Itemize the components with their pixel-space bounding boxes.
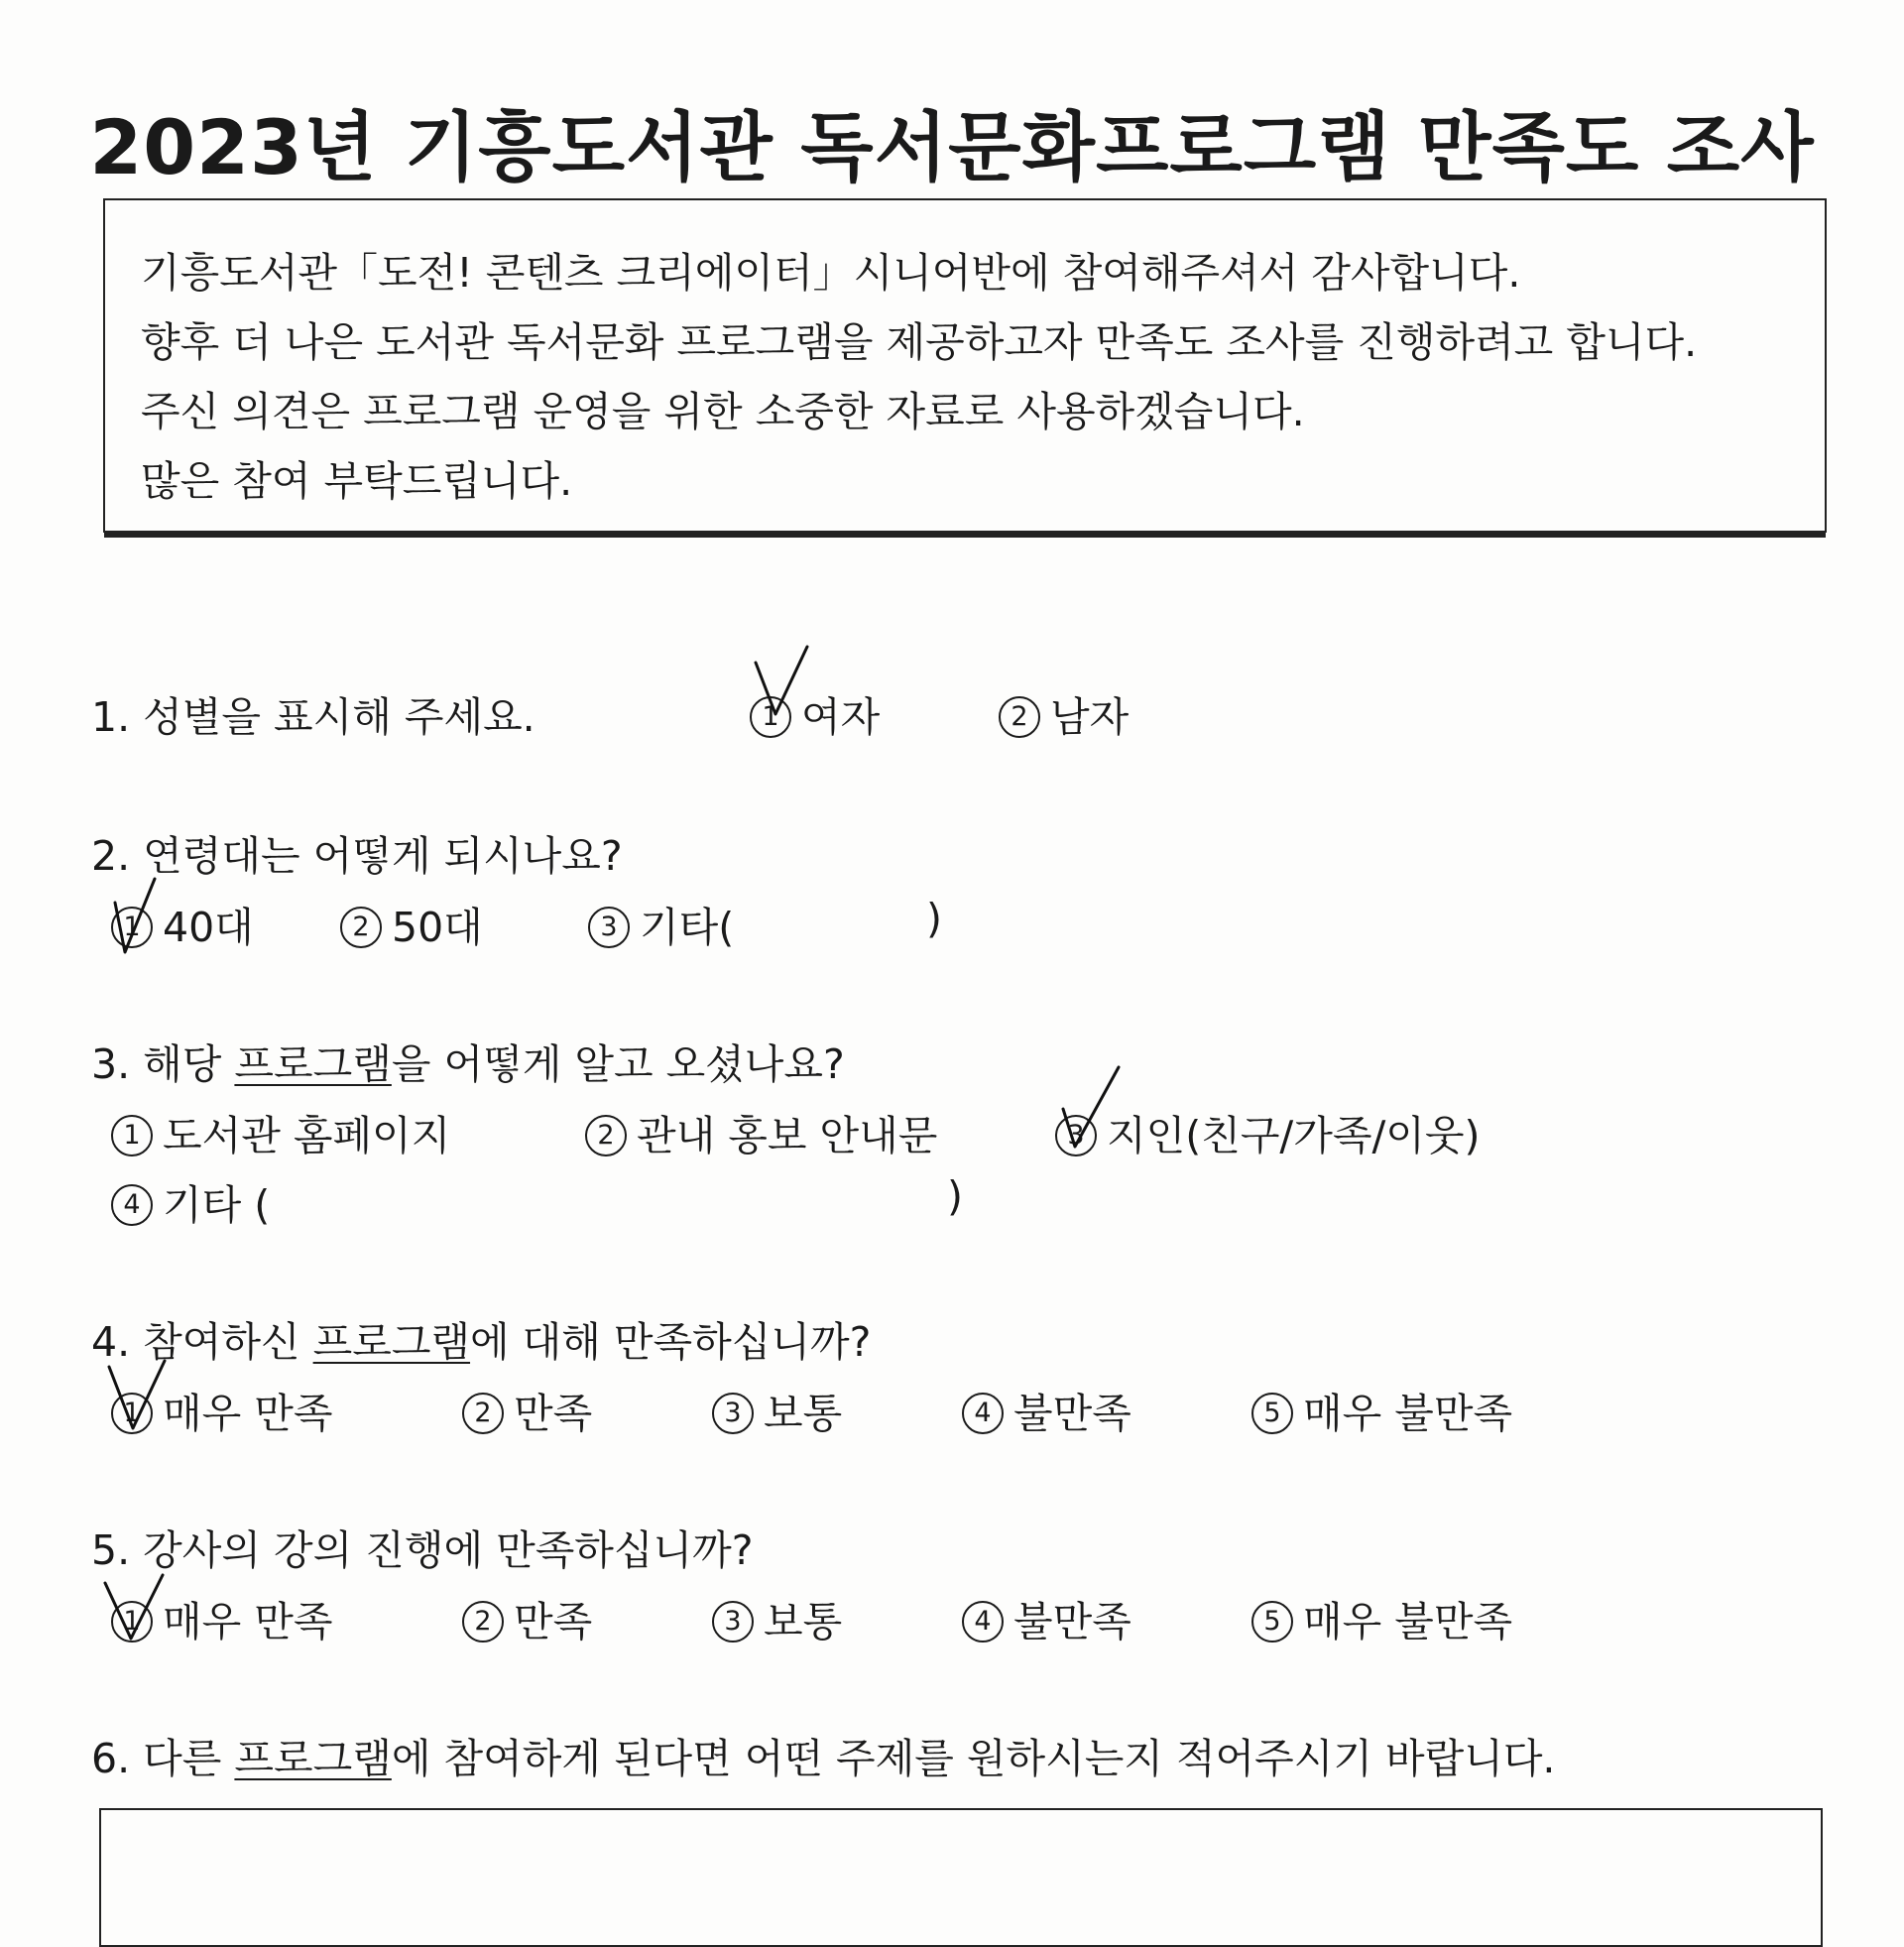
question-text: 에 대해 만족하십니까?	[470, 1318, 872, 1366]
option-label: 여자	[801, 693, 881, 741]
option-number: 3	[1055, 1115, 1097, 1156]
q5-option-4[interactable]	[962, 1589, 1131, 1647]
q4-option-1[interactable]	[111, 1381, 332, 1439]
intro-line: 기흥도서관「도전! 콘텐츠 크리에이터」시니어반에 참여해주셔서 감사합니다.	[141, 249, 1521, 297]
q4-option-4[interactable]	[962, 1381, 1131, 1439]
option-number: 4	[111, 1184, 153, 1226]
question-text: 에 참여하게 된다면 어떤 주제를 원하시는지 적어주시기 바랍니다.	[391, 1735, 1556, 1782]
option-number: 2	[585, 1115, 627, 1156]
option-label: 관내 홍보 안내문	[637, 1112, 938, 1159]
q2-option-3-close: )	[926, 895, 942, 942]
question-6	[91, 1726, 1555, 1784]
q2-option-1[interactable]	[111, 895, 254, 953]
question-1: 1. 성별을 표시해 주세요.	[91, 693, 536, 741]
q5-option-5[interactable]	[1251, 1589, 1512, 1647]
q4-option-5[interactable]	[1251, 1381, 1512, 1439]
q3-option-1[interactable]	[111, 1103, 450, 1161]
option-number: 3	[712, 1601, 754, 1643]
option-number: 1	[750, 696, 791, 738]
question-text-underlined: 프로그램	[234, 1735, 392, 1782]
question-4	[91, 1309, 871, 1368]
option-number: 4	[962, 1393, 1004, 1434]
option-label: 불만족	[1013, 1598, 1131, 1645]
q3-option-2[interactable]	[585, 1103, 937, 1161]
q3-option-4-close: )	[947, 1172, 963, 1220]
question-text: 을 어떻게 알고 오셨나요?	[391, 1040, 845, 1088]
option-label: 남자	[1050, 693, 1130, 741]
option-number: 1	[111, 1601, 153, 1643]
option-number: 2	[462, 1601, 504, 1643]
q1-option-2[interactable]	[999, 684, 1129, 743]
question-text: 3. 해당	[91, 1040, 235, 1088]
option-label: 40대	[163, 904, 254, 951]
option-number: 2	[462, 1393, 504, 1434]
option-label: 만족	[514, 1598, 593, 1645]
question-2: 2. 연령대는 어떻게 되시나요?	[91, 832, 623, 880]
q3-option-4[interactable]	[111, 1172, 270, 1231]
q6-answer-box[interactable]	[99, 1808, 1823, 1947]
question-text-underlined: 프로그램	[312, 1318, 471, 1366]
question-text: 6. 다른	[91, 1735, 235, 1782]
option-number: 5	[1251, 1393, 1293, 1434]
option-number: 4	[962, 1601, 1004, 1643]
question-text-underlined: 프로그램	[234, 1040, 392, 1088]
option-label: 기타(	[640, 904, 735, 951]
option-number: 1	[111, 907, 153, 948]
option-number: 3	[588, 907, 630, 948]
page-title: 2023년 기흥도서관 독서문화프로그램 만족도 조사	[89, 103, 1815, 191]
option-label: 기타 (	[163, 1181, 271, 1229]
option-label: 50대	[392, 904, 483, 951]
question-3	[91, 1032, 845, 1090]
intro-box	[103, 198, 1827, 533]
intro-line: 주신 의견은 프로그램 운영을 위한 소중한 자료로 사용하겠습니다.	[141, 388, 1305, 435]
option-label: 불만족	[1013, 1390, 1131, 1437]
option-number: 3	[712, 1393, 754, 1434]
q1-option-1[interactable]	[750, 684, 880, 743]
option-label: 지인(친구/가족/이웃)	[1107, 1112, 1481, 1159]
option-number: 1	[111, 1393, 153, 1434]
option-label: 매우 불만족	[1303, 1598, 1513, 1645]
option-label: 만족	[514, 1390, 593, 1437]
question-text: 4. 참여하신	[91, 1318, 313, 1366]
option-label: 도서관 홈페이지	[163, 1112, 451, 1159]
q4-option-2[interactable]	[462, 1381, 592, 1439]
intro-line: 향후 더 나은 도서관 독서문화 프로그램을 제공하고자 만족도 조사를 진행하려고 합니다.	[141, 318, 1698, 366]
q2-option-2[interactable]	[340, 895, 483, 953]
option-label: 매우 만족	[163, 1390, 333, 1437]
q5-option-3[interactable]	[712, 1589, 842, 1647]
q5-option-1[interactable]	[111, 1589, 332, 1647]
option-label: 보통	[764, 1390, 843, 1437]
q2-option-3[interactable]	[588, 895, 734, 953]
q5-option-2[interactable]	[462, 1589, 592, 1647]
intro-line: 많은 참여 부탁드립니다.	[141, 457, 573, 505]
option-label: 매우 만족	[163, 1598, 333, 1645]
option-number: 5	[1251, 1601, 1293, 1643]
q4-option-3[interactable]	[712, 1381, 842, 1439]
q3-option-3[interactable]	[1055, 1103, 1480, 1161]
option-number: 1	[111, 1115, 153, 1156]
option-number: 2	[340, 907, 382, 948]
question-5: 5. 강사의 강의 진행에 만족하십니까?	[91, 1526, 754, 1574]
option-label: 매우 불만족	[1303, 1390, 1513, 1437]
option-label: 보통	[764, 1598, 843, 1645]
option-number: 2	[999, 696, 1040, 738]
